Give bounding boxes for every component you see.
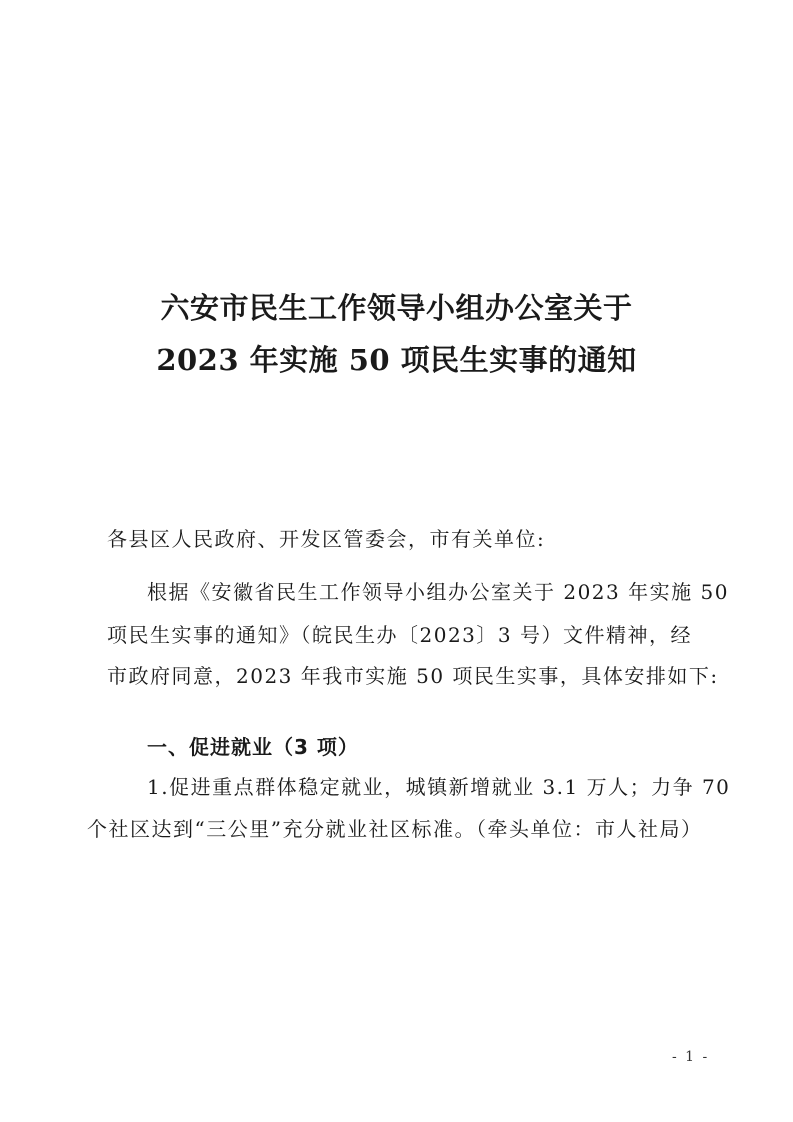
intro-line: 市政府同意，2023 年我市实施 50 项民生实事，具体安排如下: <box>107 664 719 688</box>
item-line: 1.促进重点群体稳定就业，城镇新增就业 3.1 万人；力争 70 <box>147 775 731 799</box>
salutation: 各县区人民政府、开发区管委会，市有关单位: <box>107 527 546 551</box>
intro-line: 根据《安徽省民生工作领导小组办公室关于 2023 年实施 50 <box>147 580 729 604</box>
document-title-line1: 六安市民生工作领导小组办公室关于 <box>160 291 633 325</box>
intro-line: 项民生实事的通知》（皖民生办〔2023〕3 号）文件精神，经 <box>107 623 692 647</box>
document-title-line2: 2023 年实施 50 项民生实事的通知 <box>156 343 637 377</box>
page-number: - 1 - <box>672 1049 710 1065</box>
item-line: 个社区达到“三公里”充分就业社区标准。（牵头单位：市人社局） <box>87 817 703 841</box>
section-heading: 一、促进就业（3 项） <box>147 735 359 759</box>
